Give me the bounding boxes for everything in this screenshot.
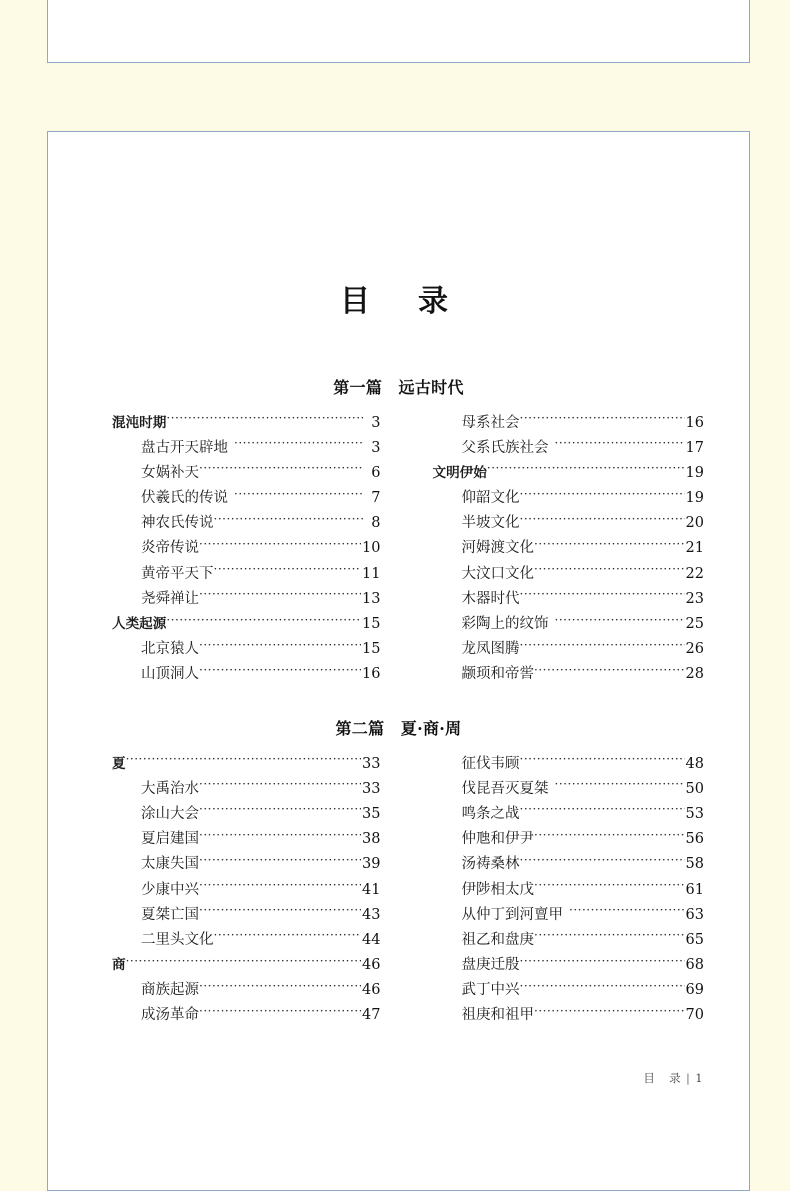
toc-entry[interactable] bbox=[433, 829, 705, 854]
toc-dot-leader bbox=[534, 829, 685, 844]
toc-dot-leader bbox=[199, 538, 361, 553]
toc-entry-label: 汤祷桑林 bbox=[461, 856, 520, 873]
toc-entry[interactable] bbox=[112, 462, 381, 487]
toc-dot-leader bbox=[520, 803, 685, 818]
toc-dot-leader bbox=[214, 513, 363, 528]
toc-entry[interactable] bbox=[433, 1005, 705, 1030]
toc-entry-label: 伐昆吾灭夏桀 bbox=[461, 780, 549, 797]
toc-entry-label: 成汤革命 bbox=[141, 1007, 199, 1024]
toc-entry-page-number: 11 bbox=[362, 565, 381, 582]
toc-entry-label: 夏 bbox=[112, 755, 126, 772]
toc-entry-page-number: 19 bbox=[685, 464, 704, 481]
toc-entry[interactable] bbox=[433, 753, 705, 778]
toc-entry[interactable] bbox=[433, 955, 705, 980]
toc-dot-leader bbox=[199, 980, 361, 995]
toc-entry-label: 太康失国 bbox=[141, 856, 199, 873]
toc-entry[interactable] bbox=[433, 538, 705, 563]
toc-entry-label: 尧舜禅让 bbox=[141, 590, 199, 607]
toc-entry-page-number: 3 bbox=[371, 439, 381, 456]
page-title: 目 录 bbox=[340, 284, 457, 319]
toc-entry-label: 文明伊始 bbox=[432, 464, 487, 481]
toc-dot-leader bbox=[520, 955, 685, 970]
toc-entry-page-number: 15 bbox=[362, 641, 381, 658]
toc-entry[interactable] bbox=[433, 854, 705, 879]
toc-entry-label: 人类起源 bbox=[112, 616, 167, 632]
toc-entry[interactable] bbox=[112, 563, 381, 588]
toc-entry-label: 武丁中兴 bbox=[461, 982, 520, 999]
toc-entry-label: 母系社会 bbox=[461, 414, 520, 431]
toc-dot-leader bbox=[555, 778, 685, 793]
toc-entry-label: 混沌时期 bbox=[112, 414, 167, 431]
part-heading-1: 第一篇 远古时代 bbox=[333, 378, 464, 397]
toc-entry[interactable] bbox=[433, 588, 705, 613]
toc-entry[interactable] bbox=[112, 753, 381, 778]
toc-entry-label: 商族起源 bbox=[141, 982, 199, 999]
toc-entry-page-number: 38 bbox=[362, 831, 381, 848]
toc-entry[interactable] bbox=[433, 412, 705, 437]
page-content bbox=[48, 132, 749, 1190]
toc-entry[interactable] bbox=[112, 1005, 381, 1030]
toc-dot-leader bbox=[520, 639, 685, 654]
toc-dot-leader bbox=[126, 753, 361, 768]
toc-dot-leader bbox=[199, 639, 361, 654]
toc-dot-leader bbox=[520, 513, 685, 528]
toc-entry-page-number: 19 bbox=[685, 490, 704, 507]
toc-entry-label: 大禹治水 bbox=[141, 780, 199, 797]
toc-entry-label: 商 bbox=[112, 957, 126, 974]
toc-entry[interactable] bbox=[433, 462, 705, 487]
toc-entry[interactable] bbox=[112, 412, 381, 437]
toc-entry-page-number: 7 bbox=[371, 490, 381, 507]
toc-entry-page-number: 46 bbox=[362, 957, 381, 974]
toc-entry[interactable] bbox=[112, 829, 381, 854]
toc-dot-leader bbox=[214, 929, 362, 944]
footer-separator: | bbox=[686, 1071, 692, 1085]
toc-entry-label: 二里头文化 bbox=[141, 931, 214, 948]
toc-entry-page-number: 23 bbox=[685, 590, 704, 607]
toc-entry-label: 祖乙和盘庚 bbox=[461, 931, 534, 948]
toc-column-right-part-1 bbox=[399, 412, 750, 689]
toc-entry-page-number: 15 bbox=[362, 616, 381, 632]
toc-entry-label: 父系氏族社会 bbox=[461, 439, 549, 456]
toc-entry-page-number: 10 bbox=[362, 540, 381, 557]
toc-entry-page-number: 33 bbox=[362, 780, 381, 797]
toc-entry[interactable] bbox=[112, 488, 381, 513]
toc-entry-page-number: 61 bbox=[685, 881, 704, 898]
toc-column-left-part-2 bbox=[48, 753, 399, 1030]
toc-entry[interactable] bbox=[112, 513, 381, 538]
toc-entry-label: 木器时代 bbox=[461, 590, 520, 607]
toc-entry-page-number: 53 bbox=[685, 805, 704, 822]
toc-entry[interactable] bbox=[112, 778, 381, 803]
toc-entry[interactable] bbox=[433, 778, 705, 803]
toc-entry[interactable] bbox=[112, 588, 381, 613]
toc-dot-leader bbox=[199, 588, 361, 603]
footer-page-number: 1 bbox=[695, 1071, 704, 1085]
toc-dot-leader bbox=[520, 588, 685, 603]
toc-column-left-part-1 bbox=[48, 412, 399, 689]
toc-entry-label: 北京猿人 bbox=[141, 641, 199, 658]
toc-dot-leader bbox=[520, 753, 685, 768]
previous-page-sheet bbox=[47, 0, 750, 63]
toc-entry-page-number: 6 bbox=[371, 464, 381, 481]
toc-entry-page-number: 46 bbox=[362, 982, 381, 999]
toc-entry[interactable] bbox=[433, 513, 705, 538]
toc-entry[interactable] bbox=[433, 929, 705, 954]
toc-dot-leader bbox=[199, 462, 363, 477]
toc-entry-label: 彩陶上的纹饰 bbox=[461, 616, 549, 632]
toc-entry-page-number: 20 bbox=[685, 515, 704, 532]
toc-entry[interactable] bbox=[112, 929, 381, 954]
toc-entry-page-number: 21 bbox=[685, 540, 704, 557]
toc-entry[interactable] bbox=[433, 437, 705, 462]
toc-dot-leader bbox=[199, 778, 361, 793]
toc-entry-page-number: 16 bbox=[362, 666, 381, 683]
toc-entry[interactable] bbox=[433, 879, 705, 904]
toc-entry-page-number: 13 bbox=[362, 590, 381, 607]
toc-dot-leader bbox=[534, 879, 685, 894]
toc-entry[interactable] bbox=[112, 614, 381, 639]
toc-dot-leader bbox=[199, 664, 361, 679]
toc-dot-leader bbox=[520, 412, 685, 427]
toc-entry[interactable] bbox=[433, 980, 705, 1005]
toc-entry[interactable] bbox=[112, 854, 381, 879]
toc-entry[interactable] bbox=[433, 803, 705, 828]
toc-dot-leader bbox=[534, 538, 685, 553]
toc-entry-label: 祖庚和祖甲 bbox=[461, 1007, 534, 1024]
toc-dot-leader bbox=[534, 929, 685, 944]
toc-dot-leader bbox=[534, 563, 685, 578]
toc-entry[interactable] bbox=[433, 639, 705, 664]
toc-dot-leader bbox=[166, 614, 361, 629]
toc-entry-label: 盘古开天辟地 bbox=[141, 439, 228, 456]
toc-entry[interactable] bbox=[112, 664, 381, 689]
toc-entry-page-number: 58 bbox=[685, 856, 704, 873]
toc-dot-leader bbox=[520, 854, 685, 869]
toc-entry-label: 神农氏传说 bbox=[141, 515, 214, 532]
toc-entry-page-number: 48 bbox=[685, 755, 704, 772]
toc-entry-page-number: 26 bbox=[685, 641, 704, 658]
toc-dot-leader bbox=[166, 412, 362, 427]
toc-entry-label: 盘庚迁殷 bbox=[461, 957, 520, 974]
toc-entry-label: 山顶洞人 bbox=[141, 666, 199, 683]
toc-column-right-part-2 bbox=[399, 753, 750, 1030]
toc-entry[interactable] bbox=[112, 904, 381, 929]
toc-entry-label: 半坡文化 bbox=[461, 515, 520, 532]
toc-entry[interactable] bbox=[112, 803, 381, 828]
toc-entry[interactable] bbox=[112, 980, 381, 1005]
toc-entry-label: 夏启建国 bbox=[141, 831, 199, 848]
toc-entry-label: 炎帝传说 bbox=[141, 540, 199, 557]
toc-entry-page-number: 3 bbox=[371, 414, 381, 431]
toc-entry[interactable] bbox=[433, 488, 705, 513]
toc-page-sheet bbox=[47, 131, 750, 1191]
toc-dot-leader bbox=[199, 829, 361, 844]
toc-entry[interactable] bbox=[112, 437, 381, 462]
toc-entry[interactable] bbox=[112, 639, 381, 664]
toc-entry-label: 涂山大会 bbox=[141, 805, 199, 822]
toc-entry-page-number: 22 bbox=[685, 565, 704, 582]
toc-dot-leader bbox=[555, 437, 685, 452]
toc-entry-label: 伏羲氏的传说 bbox=[141, 490, 228, 507]
toc-entry-label: 夏桀亡国 bbox=[141, 906, 199, 923]
toc-dot-leader bbox=[199, 904, 361, 919]
toc-dot-leader bbox=[569, 904, 685, 919]
footer-label: 目 录 bbox=[643, 1071, 683, 1085]
toc-entry-page-number: 33 bbox=[362, 755, 381, 772]
toc-entry-page-number: 44 bbox=[362, 931, 381, 948]
toc-dot-leader bbox=[199, 879, 361, 894]
toc-entry-label: 颛顼和帝喾 bbox=[461, 666, 534, 683]
toc-entry[interactable] bbox=[112, 538, 381, 563]
toc-entry-page-number: 70 bbox=[685, 1007, 704, 1024]
toc-dot-leader bbox=[199, 1005, 361, 1020]
toc-entry-label: 从仲丁到河亶甲 bbox=[461, 906, 563, 923]
toc-entry-label: 少康中兴 bbox=[141, 881, 199, 898]
toc-dot-leader bbox=[555, 614, 685, 629]
toc-entry-page-number: 35 bbox=[362, 805, 381, 822]
toc-entry-label: 鸣条之战 bbox=[461, 805, 520, 822]
toc-entry-label: 黄帝平天下 bbox=[141, 565, 214, 582]
toc-dot-leader bbox=[199, 854, 361, 869]
toc-entry[interactable] bbox=[433, 904, 705, 929]
toc-columns-part-2 bbox=[48, 753, 749, 1030]
toc-entry-page-number: 65 bbox=[685, 931, 704, 948]
toc-dot-leader bbox=[487, 462, 685, 477]
toc-entry-page-number: 28 bbox=[685, 666, 704, 683]
toc-entry-page-number: 17 bbox=[685, 439, 704, 456]
toc-dot-leader bbox=[214, 563, 362, 578]
part-heading-2: 第二篇 夏·商·周 bbox=[335, 719, 462, 739]
toc-entry-page-number: 39 bbox=[362, 856, 381, 873]
page-footer bbox=[643, 1070, 704, 1086]
toc-dot-leader bbox=[534, 664, 685, 679]
toc-entry[interactable] bbox=[112, 879, 381, 904]
toc-entry-page-number: 16 bbox=[685, 414, 704, 431]
toc-entry-page-number: 41 bbox=[362, 881, 381, 898]
toc-columns-part-1 bbox=[48, 412, 749, 689]
toc-entry[interactable] bbox=[433, 563, 705, 588]
toc-entry-label: 女娲补天 bbox=[141, 464, 199, 481]
toc-entry[interactable] bbox=[433, 614, 705, 639]
toc-entry-page-number: 68 bbox=[685, 957, 704, 974]
toc-entry-page-number: 8 bbox=[371, 515, 381, 532]
toc-entry-page-number: 56 bbox=[685, 831, 704, 848]
toc-dot-leader bbox=[234, 488, 363, 503]
toc-entry-label: 河姆渡文化 bbox=[461, 540, 534, 557]
toc-dot-leader bbox=[234, 437, 363, 452]
toc-dot-leader bbox=[126, 955, 361, 970]
toc-entry-label: 仲虺和伊尹 bbox=[461, 831, 534, 848]
toc-entry-page-number: 47 bbox=[362, 1007, 381, 1024]
toc-entry-label: 征伐韦顾 bbox=[461, 755, 520, 772]
toc-entry-label: 大汶口文化 bbox=[461, 565, 534, 582]
toc-entry-page-number: 25 bbox=[685, 616, 704, 632]
toc-entry-label: 伊陟相太戊 bbox=[461, 881, 534, 898]
toc-dot-leader bbox=[520, 980, 685, 995]
toc-entry[interactable] bbox=[112, 955, 381, 980]
toc-entry-page-number: 63 bbox=[685, 906, 704, 923]
toc-dot-leader bbox=[199, 803, 361, 818]
toc-dot-leader bbox=[520, 488, 685, 503]
toc-entry-page-number: 69 bbox=[685, 982, 704, 999]
toc-entry-page-number: 50 bbox=[685, 780, 704, 797]
toc-dot-leader bbox=[534, 1005, 685, 1020]
toc-entry-page-number: 43 bbox=[362, 906, 381, 923]
toc-entry-label: 仰韶文化 bbox=[461, 490, 520, 507]
toc-entry[interactable] bbox=[433, 664, 705, 689]
toc-entry-label: 龙凤图腾 bbox=[461, 641, 520, 658]
